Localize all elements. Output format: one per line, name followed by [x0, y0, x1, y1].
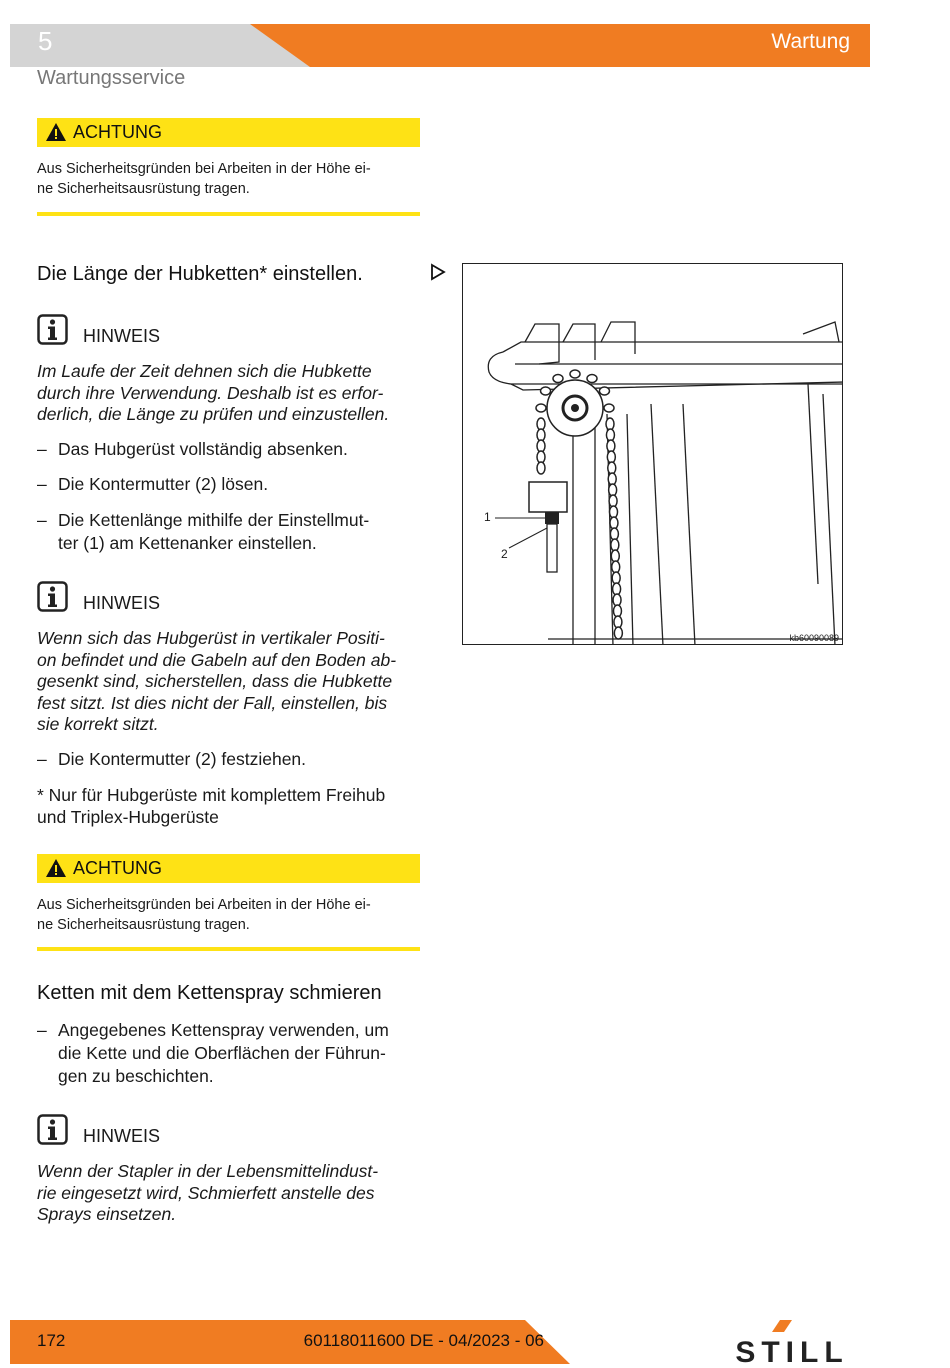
chain-link: [537, 451, 545, 463]
hint-text-line: Sprays einsetzen.: [37, 1204, 177, 1224]
hint-text: [37, 1161, 421, 1226]
list-dash: –: [37, 474, 47, 494]
list-item: [37, 1019, 389, 1088]
hint-text-line: Wenn sich das Hubgerüst in vertikaler Positi-: [37, 628, 385, 648]
warning-text: [37, 895, 421, 935]
list-dash: –: [37, 1020, 47, 1040]
list-text: Angegebenes Kettenspray verwenden, um: [58, 1020, 389, 1040]
section-heading: Ketten mit dem Kettenspray schmieren: [37, 982, 382, 1004]
chain-link: [611, 539, 619, 551]
chain-link: [609, 484, 617, 496]
list-text: gen zu beschichten.: [58, 1066, 214, 1086]
list-text: Die Kettenlänge mithilfe der Einstellmut-: [58, 510, 370, 530]
section-heading: Die Länge der Hubketten* einstellen.: [37, 263, 363, 285]
chain-link: [536, 404, 546, 412]
warning-text-line: Aus Sicherheitsgründen bei Arbeiten in der Höhe ei-: [37, 161, 371, 177]
document-id: 60118011600 DE - 04/2023 - 06: [303, 1331, 544, 1350]
chain-link: [613, 583, 621, 595]
chain-link: [609, 495, 617, 507]
still-logo: [712, 1318, 872, 1366]
list-dash: –: [37, 439, 47, 459]
chain-link: [570, 370, 580, 378]
chain-link: [537, 429, 545, 441]
hint-text-line: sie korrekt sitzt.: [37, 714, 159, 734]
lift-chain-illustration: [463, 264, 843, 645]
chain-link: [599, 387, 609, 395]
hint-text-line: rie eingesetzt wird, Schmierfett anstelle des: [37, 1182, 375, 1203]
warning-text-line: ne Sicherheitsausrüstung tragen.: [37, 181, 250, 197]
chain-link: [604, 404, 614, 412]
hint-text-line: on befindet und die Gabeln auf den Boden ab-: [37, 649, 397, 670]
chain-link: [611, 550, 619, 562]
chain-link: [613, 594, 621, 606]
info-icon: [37, 1114, 68, 1145]
chapter-title: Wartung: [771, 30, 850, 53]
chain-link: [610, 528, 618, 540]
warning-label: ACHTUNG: [73, 122, 162, 142]
callout-1: 1: [484, 510, 491, 524]
chain-link: [610, 506, 618, 518]
hint-text-line: Im Laufe der Zeit dehnen sich die Hubkette: [37, 361, 372, 381]
chapter-number: 5: [38, 26, 53, 56]
hint-text-line: gesenkt sind, sicherstellen, dass die Hubkette: [37, 671, 393, 691]
chain-link: [614, 616, 622, 628]
warning-text: [37, 159, 421, 199]
hint-label: HINWEIS: [83, 1126, 161, 1146]
list-text: Die Kontermutter (2) lösen.: [58, 474, 269, 494]
info-icon: [37, 581, 68, 612]
figure-code: kb60090089: [789, 633, 839, 643]
chain-link: [612, 561, 620, 573]
chain-link: [541, 387, 551, 395]
hint-text-line: derlich, die Länge zu prüfen und einzustellen.: [37, 404, 390, 424]
list-dash: –: [37, 749, 47, 769]
footnote-line: * Nur für Hubgerüste mit komplettem Freihub: [37, 785, 386, 805]
figure: [462, 263, 843, 645]
chain-link: [606, 429, 614, 441]
warning-rule: [37, 947, 420, 951]
chain-link: [553, 375, 563, 383]
warning-text-line: Aus Sicherheitsgründen bei Arbeiten in der Höhe ei-: [37, 897, 371, 913]
chain-link: [537, 462, 545, 474]
chain-link: [610, 517, 618, 529]
warning-triangle-icon: [45, 858, 67, 878]
chain-link: [607, 451, 615, 463]
svg-text:STILL: STILL: [735, 1336, 849, 1366]
hint-text-line: durch ihre Verwendung. Deshalb ist es erfor-: [37, 382, 384, 403]
chain-link: [614, 627, 622, 639]
chain-link: [608, 462, 616, 474]
chain-link: [587, 375, 597, 383]
chain-link: [612, 572, 620, 584]
callout-2: 2: [501, 547, 508, 561]
hint-text: [37, 361, 421, 426]
warning-triangle-icon: [45, 122, 67, 142]
hint-label: HINWEIS: [83, 326, 161, 346]
warning-box: [37, 854, 420, 883]
chain-link: [607, 440, 615, 452]
footnote-line: und Triplex-Hubgerüste: [37, 807, 219, 827]
list-item: [37, 438, 348, 461]
warning-box: [37, 118, 420, 147]
hint-text-line: Wenn der Stapler in der Lebensmittelindust-: [37, 1161, 379, 1181]
warning-label: ACHTUNG: [73, 858, 162, 878]
list-text: Das Hubgerüst vollständig absenken.: [58, 439, 348, 459]
page-number: 172: [37, 1331, 66, 1350]
list-item: [37, 473, 268, 496]
chain-link: [537, 440, 545, 452]
list-dash: –: [37, 510, 47, 530]
list-text: ter (1) am Kettenanker einstellen.: [58, 533, 317, 553]
list-item: [37, 748, 306, 771]
list-item: [37, 509, 369, 555]
chain-link: [608, 473, 616, 485]
warning-text-line: ne Sicherheitsausrüstung tragen.: [37, 917, 250, 933]
hint-text-line: fest sitzt. Ist dies nicht der Fall, einstellen, bis: [37, 692, 388, 713]
footnote: [37, 784, 421, 828]
hint-text: [37, 628, 421, 736]
list-text: die Kette und die Oberflächen der Führun-: [58, 1043, 386, 1063]
hint-label: HINWEIS: [83, 593, 161, 613]
info-icon: [37, 314, 68, 345]
figure-reference-icon: [430, 263, 446, 281]
list-text: Die Kontermutter (2) festziehen.: [58, 749, 307, 769]
section-name: Wartungsservice: [37, 67, 186, 89]
chain-link: [537, 418, 545, 430]
chain-link: [606, 418, 614, 430]
chain-link: [613, 605, 621, 617]
warning-rule: [37, 212, 420, 216]
